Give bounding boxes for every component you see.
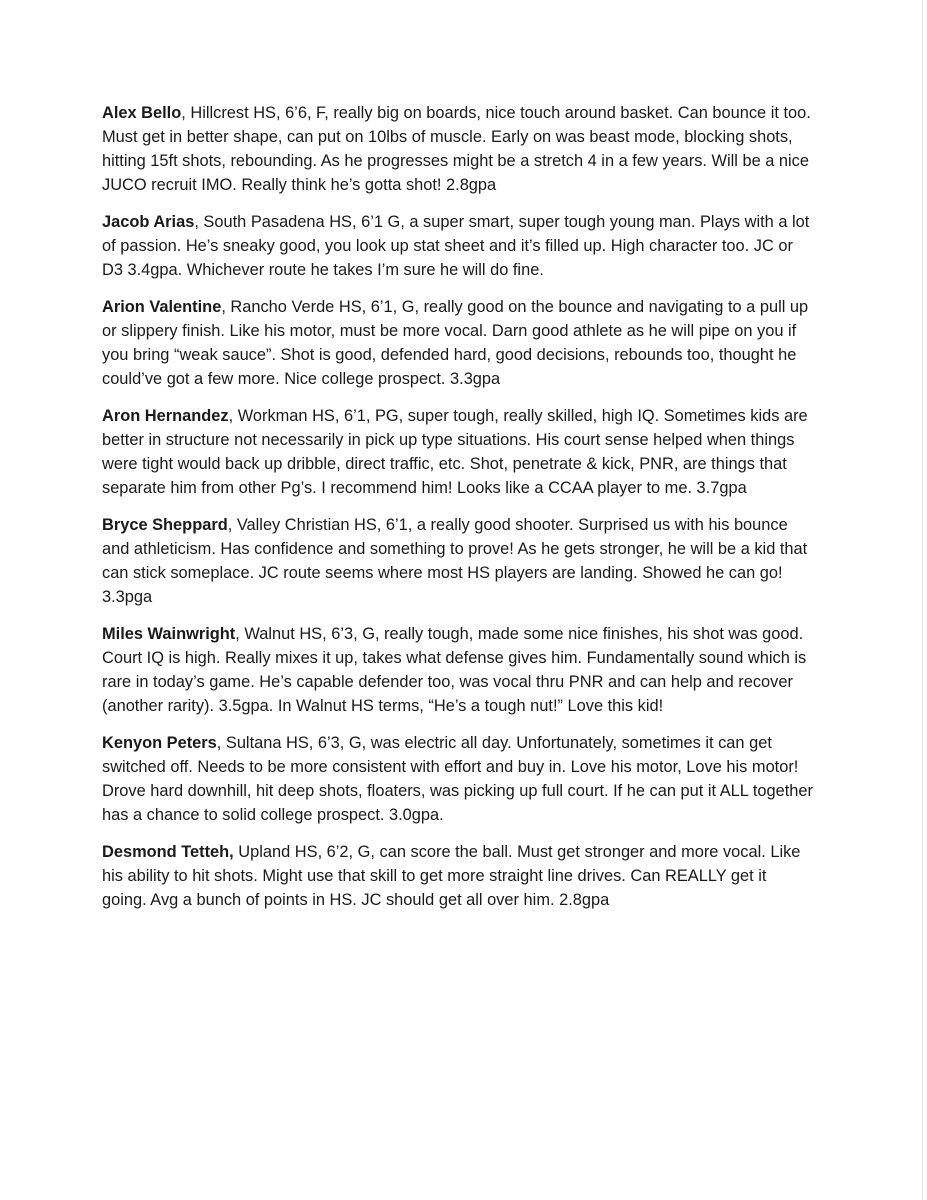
report-desmond-tetteh xyxy=(102,840,814,912)
player-name: Arion Valentine xyxy=(102,298,222,316)
player-name: Kenyon Peters xyxy=(102,734,217,752)
player-notes: , Workman HS, 6’1, PG, super tough, really skilled, high IQ. Sometimes kids are better in structure not necessarily in pick up type situations. His court sense helped when things were tight would back up dribble, direct traffic, etc. Shot, penetrate & kick, PNR, are things that separate him from other Pg’s. I recommend him! Looks like a CCAA player to me. 3.7gpa xyxy=(102,407,808,497)
report-kenyon-peters xyxy=(102,731,814,827)
player-notes: , Rancho Verde HS, 6’1, G, really good on the bounce and navigating to a pull up or slippery finish. Like his motor, must be more vocal. Darn good athlete as he will pipe on you if you bring “weak sauce”. Shot is good, defended hard, good decisions, rebounds too, thought he could’ve got a few more. Nice college prospect. 3.3gpa xyxy=(102,298,809,388)
player-notes: , Valley Christian HS, 6’1, a really good shooter. Surprised us with his bounce and athleticism. Has confidence and something to prove! As he gets stronger, he will be a kid that can stick someplace. JC route seems where most HS players are landing. Showed he can go! 3.3pga xyxy=(102,516,808,606)
report-miles-wainwright xyxy=(102,622,814,718)
player-name: Jacob Arias xyxy=(102,213,195,231)
report-alex-bello xyxy=(102,101,814,197)
player-name: Aron Hernandez xyxy=(102,407,229,425)
scouting-reports xyxy=(102,101,814,925)
report-aron-hernandez xyxy=(102,404,814,500)
scan-edge-line xyxy=(922,0,923,1200)
player-notes: Upland HS, 6’2, G, can score the ball. Must get stronger and more vocal. Like his ability to hit shots. Might use that skill to get more straight line drives. Can REALLY get it going. Avg a bunch of points in HS. JC should get all over him. 2.8gpa xyxy=(102,843,801,909)
player-name: Alex Bello xyxy=(102,104,182,122)
player-notes: , Sultana HS, 6’3, G, was electric all day. Unfortunately, sometimes it can get switched off. Needs to be more consistent with effort and buy in. Love his motor, Love his motor! Drove hard downhill, hit deep shots, floaters, was picking up full court. If he can put it ALL together has a chance to solid college prospect. 3.0gpa. xyxy=(102,734,813,824)
player-notes: , Hillcrest HS, 6’6, F, really big on boards, nice touch around basket. Can bounce it too. Must get in better shape, can put on 10lbs of muscle. Early on was beast mode, blocking shots, hitting 15ft shots, rebounding. As he progresses might be a stretch 4 in a few years. Will be a nice JUCO recruit IMO. Really think he’s gotta shot! 2.8gpa xyxy=(102,104,811,194)
report-bryce-sheppard xyxy=(102,513,814,609)
player-name: Bryce Sheppard xyxy=(102,516,228,534)
player-notes: , Walnut HS, 6’3, G, really tough, made some nice finishes, his shot was good. Court IQ is high. Really mixes it up, takes what defense gives him. Fundamentally sound which is rare in today’s game. He’s capable defender too, was vocal thru PNR and can help and recover (another rarity). 3.5gpa. In Walnut HS terms, “He’s a tough nut!” Love this kid! xyxy=(102,625,807,715)
report-jacob-arias xyxy=(102,210,814,282)
player-name: Desmond Tetteh, xyxy=(102,843,234,861)
report-arion-valentine xyxy=(102,295,814,391)
player-name: Miles Wainwright xyxy=(102,625,236,643)
player-notes: , South Pasadena HS, 6’1 G, a super smart, super tough young man. Plays with a lot of passion. He’s sneaky good, you look up stat sheet and it’s filled up. High character too. JC or D3 3.4gpa. Whichever route he takes I’m sure he will do fine. xyxy=(102,213,810,279)
